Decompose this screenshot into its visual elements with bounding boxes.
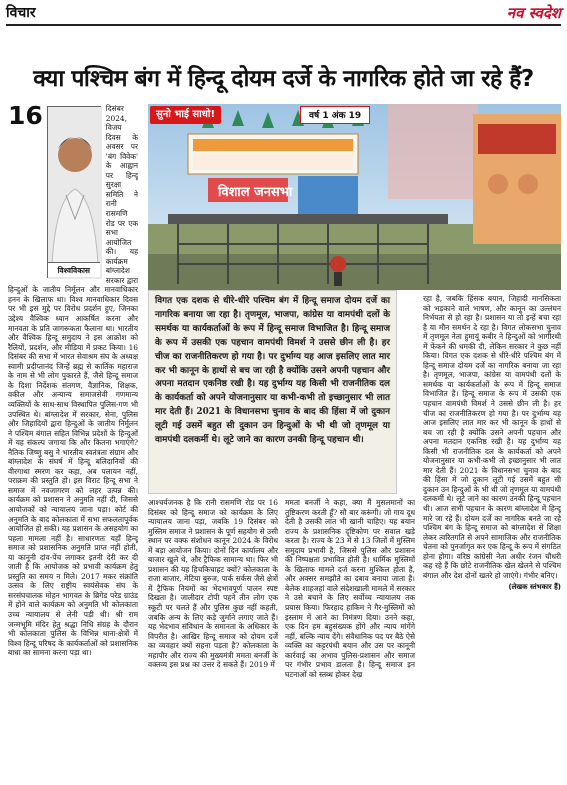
author-name: विश्वविकास xyxy=(48,262,100,277)
newspaper-logo: नव स्वदेश xyxy=(506,4,561,22)
rally-stage-illustration xyxy=(148,104,561,290)
page-header xyxy=(6,4,561,26)
headline: क्या पश्चिम बंग में हिन्दू दोयम दर्जे के नागरिक होते जा रहे हैं? xyxy=(33,66,534,92)
author-photo xyxy=(47,106,101,278)
byline: (लेखक स्तंभकार हैं) xyxy=(508,583,561,592)
column-4-text: रहा है, जबकि हिंसक बयान, जिहादी मानसिकता को भड़काने वाले भाषण, और कानून का उल्लंघन निर्भयता से हो रहा है। प्रशासन या तो इन्हें बचा रहा है या मौन समर्थन दे रहा है। विगत लोकसभा चुनाव में तृणमूल नेता हुमायूं कबीर ने हिन्दुओं को भागीरथी में फेंकने की धमकी दी, लेकिन सरकार ने कुछ नहीं किया। विगत एक दशक से धीरे-धीरे पश्चिम बंग में हिन्दू समाज दोयम दर्जे का नागरिक बनाया जा रहा है। तृणमूल, भाजपा, कांग्रेस या वामपंथी दलों के समर्थक या कार्यकर्ताओं के रूप में हिन्दू समाज विभाजित है। हिन्दू समाज के रूप में उसकी एक पहचान वामपंथी विमर्श ने उससे छीन ली है। हर चीज का राजनीतिकरण हो गया है। पर दुर्भाग्य यह आज इसलिए लात मार कर भी कानून के हाथों से बच जा रही है क्योंकि उसने अपनी पहचान और अपना मतदान एकनिष्ठ रखी है। यह दुर्भाग्य यह किसी भी राजनीतिक दल के कार्यकर्ता को अपने योजनानुसार या कभी-कभी तो इच्छानुसार भी लात मार देती हैं। 2021 के विधानसभा चुनाव के बाद की हिंसा में जो दुकान लूटी गई उसमें बहुत सी दुकान उन हिन्दुओं के भी थी जो तृणमूल या वामपंथी दलकर्मी थे। लूटे जाने का कारण उनकी हिन्दू पहचान थी। आज सभी पहचान के कारण बांग्लादेश में हिन्दू मारे जा रहे हैं। दोयम दर्जे का नागरिक बनते जा रहे पश्चिम बंग के हिन्दू समाज को बांग्लादेश से शिक्षा लेकर त्वरितगति से अपने सामाजिक और राजनीतिक चेतना को पुनर्जागृत कर एक हिन्दू के रूप में संगठित होना होगा। वरिष्ठ कांग्रेसी नेता अधीर रंजन चौधरी कह रहे हैं कि छोटे राजनीतिक खेल खेलने से पश्चिम बंगाल और देश दोनों खतरे हो जाएंगे। गंभीर बनिए। xyxy=(423,294,561,580)
column-2: आश्चर्यजनक है कि रानी रासमणि रोड पर 16 दिसंबर को हिन्दू समाज को कार्यक्रम के लिए न्यायालय जाना पड़ा, जबकि 19 दिसंबर को मुस्लिम समाज ने प्रशासन के पूर्ण सहयोग से उसी स्थान पर वक्फ संशोधन कानून 2024 के विरोध में बड़ा आयोजन किया। दोनों दिन कार्यालय और बाजार खुले थे, और ट्रैफिक सामान्य था। फिर भी प्रशासन की यह हिचकिचाहट क्यों? कोलकाता के राजा बाजार, मेटिया बुरुज, पार्क सर्कस जैसे क्षेत्रों में ट्रैफिक नियमों का भेदभावपूर्ण पालन स्पष्ट दिखता है। जालीदार टोपी पहने तीन लोग एक स्कूटी पर चलते हैं और पुलिस कुछ नहीं कहती, जबकि अन्य के लिए कड़े जुर्माने लगाए जाते हैं। यह भेदभाव संविधान के समानता के अधिकार के विपरीत है। आखिर हिन्दू समाज को दोयम दर्जे का व्यवहार क्यों सहना पड़ता है? कोलकाता के महापौर और राज्य की मुख्यमंत्री ममता बनर्जी के वक्तव्य इस प्रश्न का उत्तर दे सकते हैं। 2019 में xyxy=(148,498,278,670)
article-photo xyxy=(148,104,561,290)
column-3: ममता बनर्जी ने कहा, क्या मैं मुसलमानों का तुष्टिकरण करती हूँ? सौ बार करूंगी। जो गाय दूध देती है उसकी लात भी खानी चाहिए। यह बयान राज्य के प्रशासनिक दृष्टिकोण पर सवाल खड़े करता है। राज्य के 23 में से 13 जिलों में मुस्लिम समुदाय प्रभावी है, जिससे पुलिस और प्रशासन की निष्पक्षता प्रभावित होती है। धार्मिक मुस्लिमों के खिलाफ मामले दर्ज करना मुश्किल होता है, और अक्सर समझौते का दबाव बनाया जाता है। बेलेक शाहजहां वाले संदेशखाली मामले में सरकार ने उसे बचाने के लिए सर्वोच्च न्यायालय तक प्रयास किया। फिरहाद हाकिम ने गैर-मुस्लिमों को इस्लाम में आने का निमंत्रण दिया। उनने कहा, एक दिन हम बहुसंख्यक होंगे और न्याय मांगेंगे नहीं, बल्कि न्याय देंगे। संवैधानिक पद पर बैठे ऐसे व्यक्ति का कट्टरपंथी बयान और उस पर कानूनी कार्रवाई का अभाव पुलिस-प्रशासन और समाज पर गंभीर प्रभाव डालता है। हिन्दू समाज इन घटनाओं को स्तब्ध होकर देख xyxy=(285,498,415,679)
issue-number: वर्ष 1 अंक 19 xyxy=(300,106,370,124)
section-label: विचार xyxy=(6,5,36,21)
column-4 xyxy=(423,294,561,780)
author-portrait-icon xyxy=(48,107,102,279)
column-1-text: दिसंबर 2024, विजय दिवस के अवसर पर 'बंग विवेक' के आह्वान पर हिन्दू सुरक्षा समिति ने रानी रासमणि रोड पर एक सभा आयोजित की। यह कार्यक्रम बांग्लादेश सरकार द्वारा हिन्दुओं के जातीय निर्मूलन और मानवाधिकार हनन के खिलाफ था। विश्व मानवाधिकार दिवस पर भी इस मुद्दे पर विरोध प्रदर्शन हुए, जिनका उद्देश्य वैश्विक ध्यान आकर्षित करना और मानवता के प्रति जागरूकता फैलाना था। भारतीय और वैश्विक हिन्दू समुदाय ने इस आक्रोश को रैलियों, प्रदर्शन, और मीडिया में प्रकट किया। 16 दिसंबर की सभा में भारत सेवाश्रम संघ के अध्यक्ष स्वामी प्रदीप्तानंद जिन्हें ब्रह्म से कार्तिक महाराज के नाम से भी लोग पुकारते हैं, जैसे हिन्दू समाज के दिशा निर्देशक संतगण, वैज्ञानिक, शिक्षक, वकील और अन्यान्य समाजसेवी गणमान्य व्यक्तियों के साथ-साथ विस्थापित पुलिस-गण भी उपस्थित थे। बांग्लादेश में सरकार, सेना, पुलिस और जिहादियों द्वारा हिन्दुओं के जातीय निर्मूलन ने पश्चिम बंगाल सहित विभिन्न प्रदेशों के हिन्दुओं में यह संकल्प जगाया कि और कितना भगाएंगे? नैतिक जिष्णु बसु ने भारतीय स्वतंत्रता संग्राम और बांग्लादेश के संघर्ष में हिन्दू बलिदानियों की वीरगाथा स्मरण कर कहा, अब पलायन नहीं, पराक्रम की प्रस्तुति हो। इस विराट हिन्दू सभा ने समाज में नवजागरण को लहर उत्पन्न की। कार्यक्रम को प्रशासन ने अनुमति नहीं दी, जिससे आयोजकों को न्यायालय जाना पड़ा। कोर्ट की अनुमति के बाद कोलकाता में सभा सफलतापूर्वक आयोजित हो सकी। यह प्रशासन के असहयोग का पहला मामला नहीं है। साधारणतः यहाँ हिन्दू समाज को प्रशासनिक अनुमति प्राप्त नहीं होती, या कानूनी दांव-पेंच लगाकर इतनी देरी कर दी जाती है कि आयोजक को प्रभावी कार्यक्रम हेतु प्रस्तुति का समय न मिले। 2017 मकर संक्रांति उत्सव के लिए राष्ट्रीय स्वयंसेवक संघ के सरसंघचालक मोहन भागवत के ब्रिगेड परेड ग्राउंड में होने वाले कार्यक्रम को अनुमति भी कोलकाता उच्च न्यायालय से लेनी पड़ी थी। श्री राम जन्मभूमि मंदिर हेतु श्रद्धा निधि संग्रह के दौरान भी कोलकाता पुलिस के विभिन्न थाना-क्षेत्रों में विश्व हिन्दू परिषद के कार्यकर्ताओं को प्रशासनिक बाधा का सामना करना पड़ा था। xyxy=(8,104,138,658)
column-1 xyxy=(8,104,138,780)
dropcap: 16 xyxy=(8,104,43,130)
banner-text: विशाल जनसभा xyxy=(218,185,293,200)
column-tag: सुनो भाई साधो! xyxy=(150,106,221,124)
pull-quote: विगत एक दशक से धीरे-धीरे पश्चिम बंग में हिन्दू समाज दोयम दर्जे का नागरिक बनाया जा रहा है। तृणमूल, भाजपा, कांग्रेस या वामपंथी दलों के समर्थक या कार्यकर्ताओं के रूप में हिन्दू समाज विभाजित है। हिन्दू समाज के रूप में उसकी एक पहचान वामपंथी विमर्श ने उससे छीन ली है। हर चीज का राजनीतिकरण हो गया है। पर दुर्भाग्य यह आज इसलिए लात मार कर भी कानून के हाथों से बच जा रही है क्योंकि उसने अपनी पहचान और अपना मतदान एकनिष्ठ रखी है। यह दुर्भाग्य यह किसी भी राजनीतिक दल के कार्यकर्ता को अपने योजनानुसार या कभी-कभी तो इच्छानुसार भी लात मार देती हैं। 2021 के विधानसभा चुनाव के बाद की हिंसा में जो दुकान लूटी गई उसमें बहुत सी दुकान उन हिन्दुओं के भी थी जो तृणमूल या वामपंथी दलकर्मी थे। लूटे जाने का कारण उनकी हिन्दू पहचान थी। xyxy=(148,290,397,494)
